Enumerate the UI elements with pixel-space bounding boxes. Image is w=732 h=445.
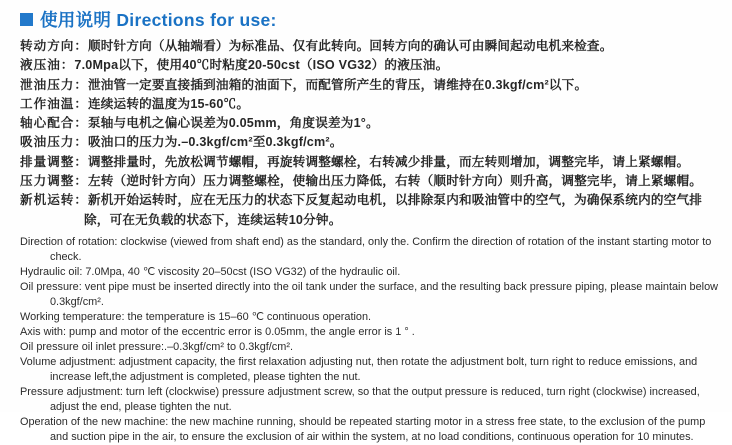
instruction-text: 泵轴与电机之偏心误差为0.05mm，角度误差为1°。 <box>87 116 379 131</box>
document-header <box>20 7 726 32</box>
instruction-label: 压力调整： <box>20 174 88 189</box>
english-instructions <box>20 235 726 445</box>
page-title: 使用说明 Directions for use: <box>40 10 277 30</box>
en-instruction-new-machine: Operation of the new machine: the new machine running, should be repeated starting motor in a stress free state, to the exclusion of the pump and suction pipe in the air, to ensure the exclusion of air within the system, at no load conditions, continuous operation for 10 minutes. <box>20 415 706 443</box>
en-instruction-working-temp: Working temperature: the temperature is 15–60 ℃ continuous operation. <box>20 310 372 323</box>
en-instruction-pressure-adjust: Pressure adjustment: turn left (clockwise) pressure adjustment screw, so that the output pressure is reduced, turn right (clockwise) increased, adjust the end, please tighten the nut. <box>20 385 700 413</box>
en-instruction-axis: Axis with: pump and motor of the eccentric error is 0.05mm, the angle error is 1 ° . <box>20 325 415 338</box>
instruction-text: 连续运转的温度为15-60℃。 <box>87 96 250 111</box>
zh-instruction-new-machine <box>20 191 726 230</box>
en-instruction-volume-adjust: Volume adjustment: adjustment capacity, the first relaxation adjusting nut, then rotate the adjustment bolt, turn right to reduce emissions, and increase left,the adjustment is completed, please tighten the nut. <box>20 355 698 383</box>
zh-instruction-rotation <box>20 37 726 56</box>
zh-instruction-pressure-adjust <box>20 172 726 191</box>
instruction-label: 转动方向： <box>20 39 88 53</box>
chinese-instructions <box>20 37 726 230</box>
instruction-label: 液压油： <box>20 58 75 73</box>
instruction-text: 新机开始运转时，应在无压力的状态下反复起动电机，以排除泵内和吸油管中的空气，为确保系统内的空气排除，可在无负载的状态下，连续运转10分钟。 <box>84 193 703 227</box>
en-instruction-oil-pressure: Oil pressure: vent pipe must be inserted directly into the oil tank under the surface, and the resulting back pressure piping, please maintain below 0.3kgf/cm². <box>20 280 718 308</box>
zh-instruction-hydraulic-oil <box>20 56 726 75</box>
instruction-label: 吸油压力： <box>20 135 88 150</box>
instruction-label: 泄油压力： <box>20 77 88 92</box>
zh-instruction-suction-pressure <box>20 133 726 152</box>
zh-instruction-volume-adjust <box>20 153 726 172</box>
instruction-text: 7.0Mpa以下，使用40℃时粘度20-50cst（ISO VG32）的液压油。 <box>74 58 449 73</box>
instruction-text: 调整排量时，先放松调节螺帽，再旋转调整螺栓，右转减少排量，而左转则增加，调整完毕，请上紧螺帽。 <box>87 154 690 169</box>
instruction-label: 排量调整： <box>20 154 88 169</box>
en-instruction-rotation: Direction of rotation: clockwise (viewed from shaft end) as the standard, only the. Confirm the direction of rotation of the instant starting motor to check. <box>20 235 712 263</box>
instruction-label: 工作油温： <box>20 96 88 111</box>
en-instruction-hydraulic-oil: Hydraulic oil: 7.0Mpa, 40 ℃ viscosity 20–50cst (ISO VG32) of the hydraulic oil. <box>20 265 401 278</box>
square-bullet-icon <box>20 13 33 26</box>
instruction-text: 泄油管一定要直接插到油箱的油面下，而配管所产生的背压，请维持在0.3kgf/cm²以下。 <box>87 77 588 92</box>
instruction-label: 轴心配合： <box>20 116 88 131</box>
instruction-text: 左转（逆时针方向）压力调整螺栓，使输出压力降低，右转（顺时针方向）则升高，调整完毕，请上紧螺帽。 <box>87 174 703 189</box>
instruction-label: 新机运转： <box>20 193 88 208</box>
zh-instruction-axis-fit <box>20 114 726 133</box>
zh-instruction-working-temp <box>20 95 726 114</box>
instruction-text: 顺时针方向（从轴端看）为标准品、仅有此转向。回转方向的确认可由瞬间起动电机来检查。 <box>87 39 613 53</box>
zh-instruction-drain-pressure <box>20 76 726 95</box>
instruction-text: 吸油口的压力为.–0.3kgf/cm²至0.3kgf/cm²。 <box>87 135 343 150</box>
en-instruction-inlet-pressure: Oil pressure oil inlet pressure:.–0.3kgf/cm² to 0.3kgf/cm². <box>20 340 293 353</box>
